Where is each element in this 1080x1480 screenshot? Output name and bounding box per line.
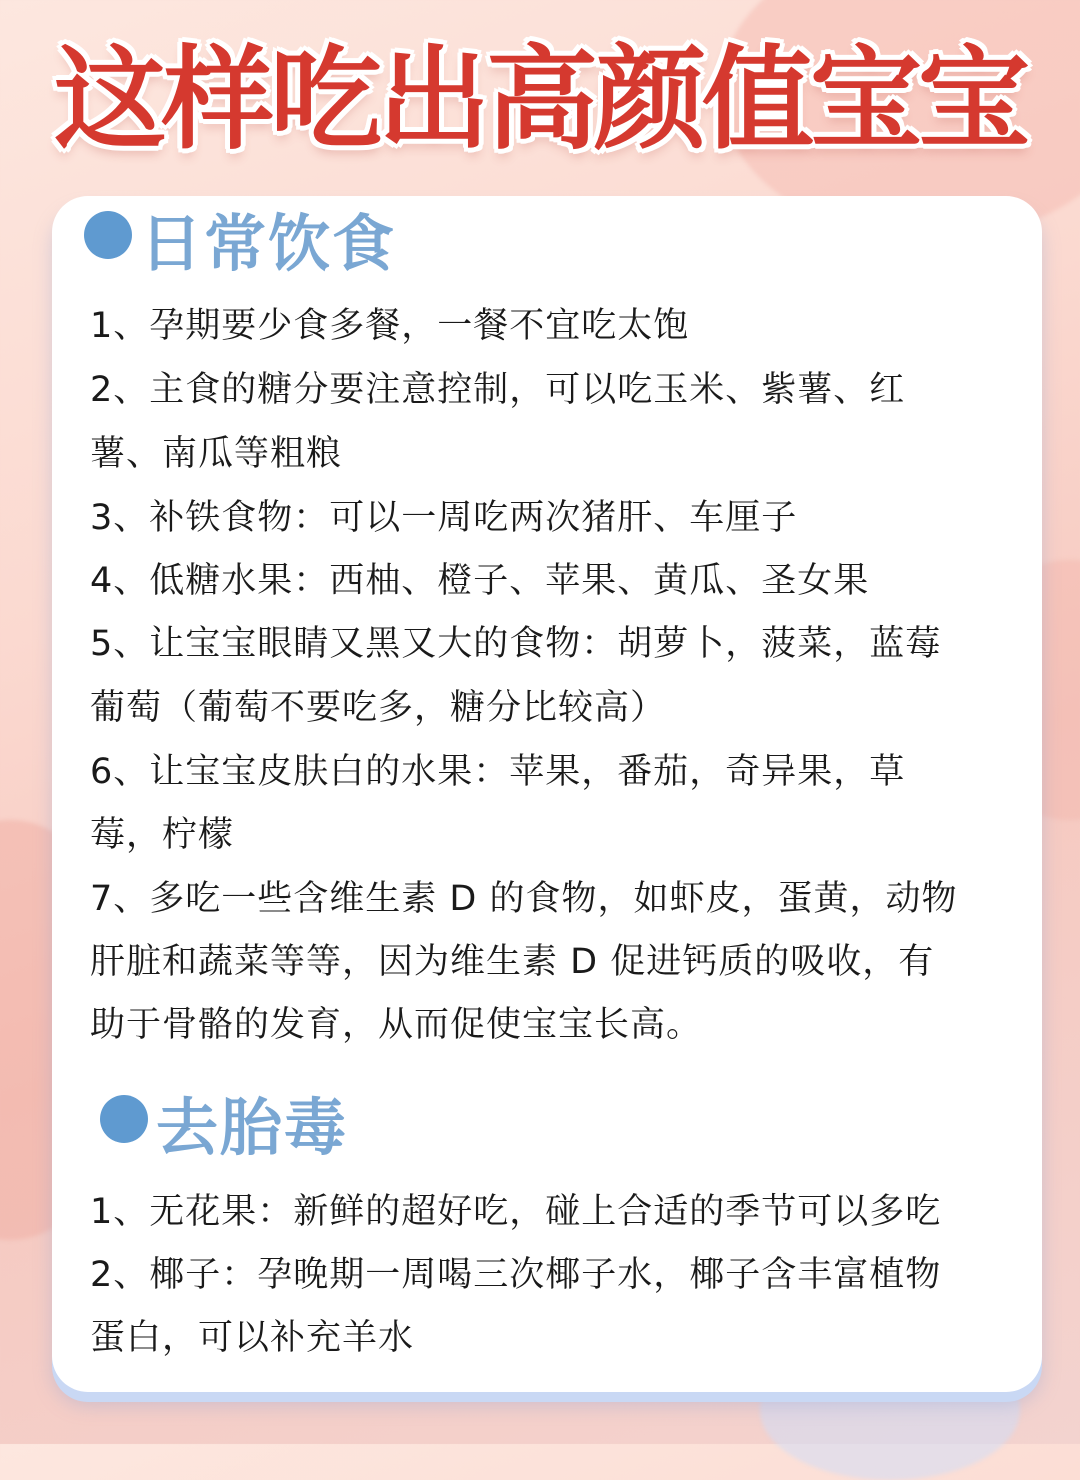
text-line: 莓，柠檬 [90,815,235,855]
bullet-dot-icon [100,1095,148,1143]
text-line: 蛋白，可以补充羊水 [90,1318,415,1358]
text-line: 6、让宝宝皮肤白的水果：苹果，番茄，奇异果，草 [90,752,906,792]
section-title: 去胎毒 [156,1091,349,1164]
text-line: 葡萄（葡萄不要吃多，糖分比较高） [90,688,667,728]
text-line: 助于骨骼的发育，从而促使宝宝长高。 [90,1005,703,1045]
text-line: 2、椰子：孕晚期一周喝三次椰子水，椰子含丰富植物 [90,1255,942,1295]
text-line: 1、无花果：新鲜的超好吃，碰上合适的季节可以多吃 [90,1192,942,1232]
text-line: 肝脏和蔬菜等等，因为维生素 D 促进钙质的吸收，有 [90,942,935,982]
text-line: 1、孕期要少食多餐，一餐不宜吃太饱 [90,306,690,346]
section-heading-detox [100,1088,348,1168]
bullet-dot-icon [84,211,132,259]
text-line: 2、主食的糖分要注意控制，可以吃玉米、紫薯、红 [90,370,906,410]
section-title: 日常饮食 [140,207,397,280]
text-line: 3、补铁食物：可以一周吃两次猪肝、车厘子 [90,498,798,538]
section-heading-daily-diet [84,204,396,284]
page-title: 这样吃出高颜值宝宝 [54,35,1026,165]
text-line: 7、多吃一些含维生素 D 的食物，如虾皮，蛋黄，动物 [90,879,958,919]
text-line: 5、让宝宝眼睛又黑又大的食物：胡萝卜，菠菜，蓝莓 [90,624,942,664]
text-line: 4、低糖水果：西柚、橙子、苹果、黄瓜、圣女果 [90,561,870,601]
text-line: 薯、南瓜等粗粮 [90,434,343,474]
